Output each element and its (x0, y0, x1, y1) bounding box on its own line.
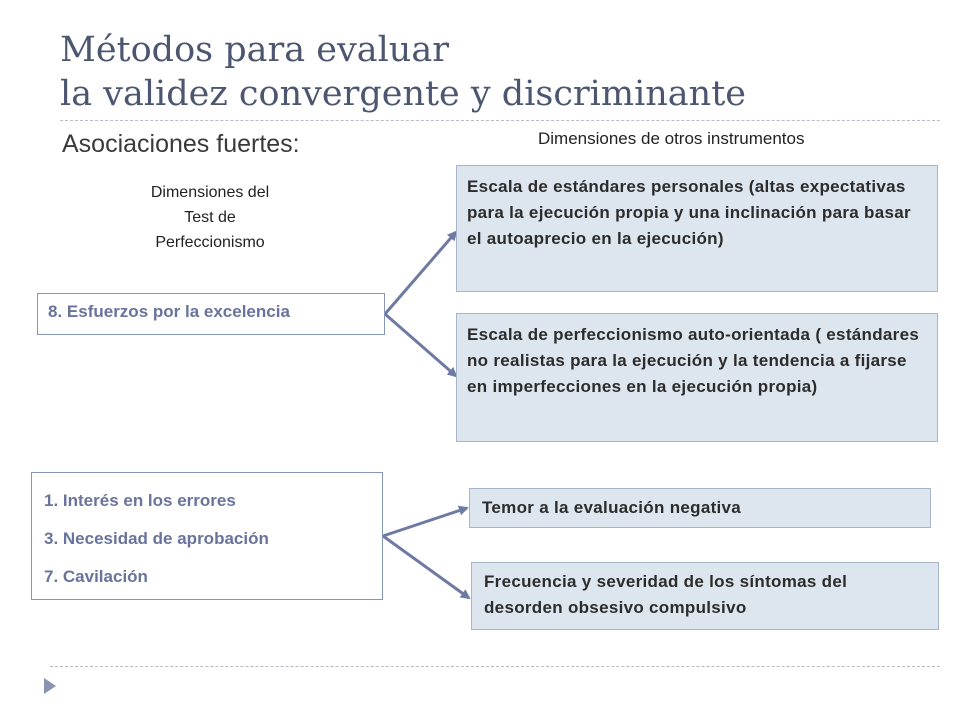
footer-divider (50, 666, 940, 667)
subtitle: Asociaciones fuertes: (62, 130, 300, 158)
right-column-header: Dimensiones de otros instrumentos (538, 129, 805, 148)
dimension-box-group (31, 472, 383, 600)
scale-box-fear-negative-evaluation: Temor a la evaluación negativa (469, 488, 931, 528)
dimension-item: 7. Cavilación (44, 567, 148, 586)
dimension-item: 1. Interés en los errores (44, 491, 236, 510)
dimension-item: 8. Esfuerzos por la excelencia (48, 302, 290, 321)
arrow-excellence-to-self-oriented (385, 314, 456, 376)
dimension-item: 3. Necesidad de aprobación (44, 529, 269, 548)
scale-box-personal-standards: Escala de estándares personales (altas expectativas para la ejecución propia y una inclinación para basar el autoaprecio en la ejecución) (456, 165, 938, 292)
triangle-right-icon (44, 678, 56, 694)
left-header-line-2: Test de (184, 209, 236, 226)
arrow-excellence-to-personal-standards (385, 232, 456, 314)
title-line-2: la validez convergente y discriminante (60, 74, 746, 114)
left-header-line-3: Perfeccionismo (155, 234, 265, 251)
arrow-group-to-fear-evaluation (383, 508, 467, 536)
left-header-line-1: Dimensiones del (150, 184, 270, 201)
scale-box-ocd-symptoms: Frecuencia y severidad de los síntomas del desorden obsesivo compulsivo (471, 562, 939, 630)
title-line-1: Métodos para evaluar (60, 30, 449, 70)
arrow-group-to-ocd-symptoms (383, 536, 469, 598)
scale-box-self-oriented-perfectionism: Escala de perfeccionismo auto-orientada ( estándares no realistas para la ejecución y la tendencia a fijarse en imperfecciones en la ejecución propia) (456, 313, 938, 442)
dimension-box-excellence (37, 293, 385, 335)
